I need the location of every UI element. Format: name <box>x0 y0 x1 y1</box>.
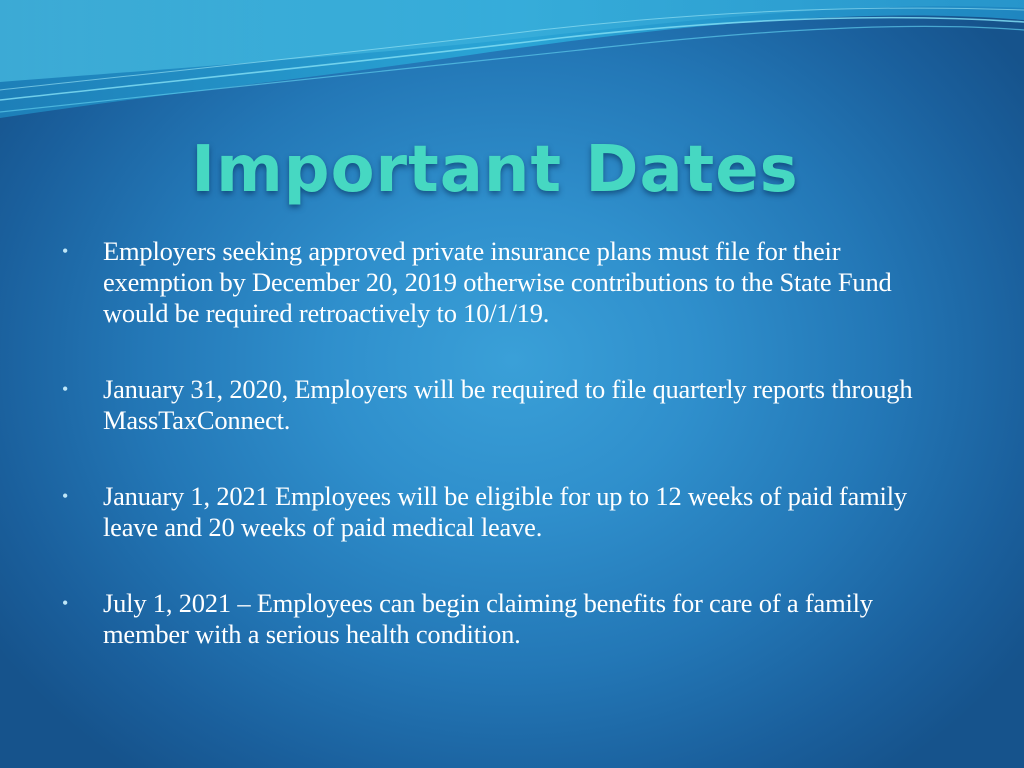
bullet-icon: • <box>62 486 69 506</box>
bullet-text: July 1, 2021 – Employees can begin claiming benefits for care of a family member with a serious health condition. <box>103 588 873 649</box>
list-item <box>62 588 942 650</box>
bullet-text: January 31, 2020, Employers will be required to file quarterly reports through MassTaxConnect. <box>103 374 913 435</box>
wave-decoration <box>0 0 1024 130</box>
list-item <box>62 236 942 329</box>
bullet-icon: • <box>62 379 69 399</box>
bullet-text: Employers seeking approved private insurance plans must file for their exemption by December 20, 2019 otherwise contributions to the State Fund would be required retroactively to 10/1/19. <box>103 236 892 328</box>
slide-title: Important Dates <box>191 133 799 207</box>
bullet-icon: • <box>62 241 69 261</box>
bullet-list <box>62 236 942 650</box>
bullet-text: January 1, 2021 Employees will be eligible for up to 12 weeks of paid family leave and 20 weeks of paid medical leave. <box>103 481 907 542</box>
bullet-icon: • <box>62 593 69 613</box>
list-item <box>62 374 942 436</box>
list-item <box>62 481 942 543</box>
